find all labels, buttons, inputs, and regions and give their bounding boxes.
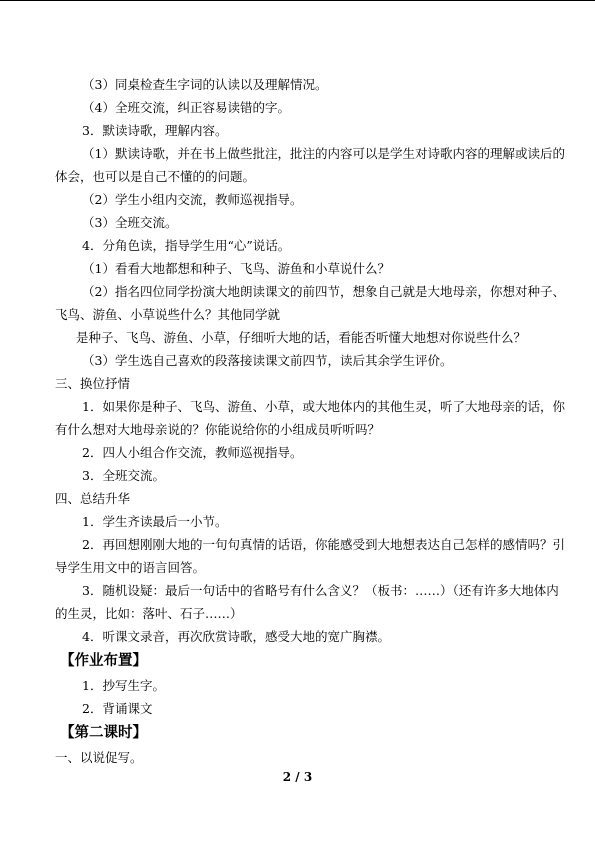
top-rule [0,0,595,1]
text-line: 3．全班交流。 [82,468,165,483]
text-line: （2）指名四位同学扮演大地朗读课文的前四节，想象自己就是大地母亲，你想对种子、 [82,284,565,299]
homework-heading: 【作业布置】 [60,653,147,669]
text-line: 有什么想对大地母亲说的？你能说给你的小组成员听听吗？ [55,422,381,437]
homework-item: 1．抄写生字。 [82,678,165,693]
section-heading: 三、换位抒情 [55,376,131,391]
text-line: （4）全班交流，纠正容易读错的字。 [82,100,290,115]
text-line: （3）学生选自己喜欢的段落接读课文前四节，读后其余学生评价。 [82,353,453,368]
text-line: 是种子、飞鸟、游鱼、小草，仔细听大地的话，看能否听懂大地想对你说些什么？ [76,330,527,345]
text-line: 的生灵，比如：落叶、石子……） [55,606,243,621]
text-line: 一、以说促写。 [55,750,143,765]
text-line: （3）同桌检查生字词的认读以及理解情况。 [82,77,328,92]
text-line: （1）默读诗歌，并在书上做些批注，批注的内容可以是学生对诗歌内容的理解或读后的 [82,146,565,161]
text-line: （2）学生小组内交流，教师巡视指导。 [82,192,303,207]
text-line: 1．学生齐读最后一小节。 [82,514,228,529]
text-line: 2．再回想刚刚大地的一句句真情的话语，你能感受到大地想表达自己怎样的感情吗？引 [82,537,565,552]
page-number: 2 / 3 [282,770,313,784]
section-heading: 四、总结升华 [55,491,131,506]
text-line: （3）全班交流。 [82,215,178,230]
text-line: 3．默读诗歌，理解内容。 [82,123,228,138]
homework-item: 2．背诵课文 [82,701,153,716]
text-line: 4．分角色读，指导学生用“心”说话。 [82,238,291,253]
second-lesson-heading: 【第二课时】 [60,725,147,741]
text-line: 3．随机设疑：最后一句话中的省略号有什么含义？（板书：……）（还有许多大地体内 [82,583,559,598]
text-line: 4．听课文录音，再次欣赏诗歌，感受大地的宽广胸襟。 [82,629,390,644]
text-line: 2．四人小组合作交流，教师巡视指导。 [82,445,303,460]
text-line: 飞鸟、游鱼、小草说些什么？其他同学就 [55,307,281,322]
text-line: 体会，也可以是自己不懂的的问题。 [55,169,256,184]
text-line: （1）看看大地都想和种子、飞鸟、游鱼和小草说什么？ [82,261,390,276]
text-line: 1．如果你是种子、飞鸟、游鱼、小草，或大地体内的其他生灵，听了大地母亲的话，你 [82,399,565,414]
text-line: 导学生用文中的语言回答。 [55,560,206,575]
